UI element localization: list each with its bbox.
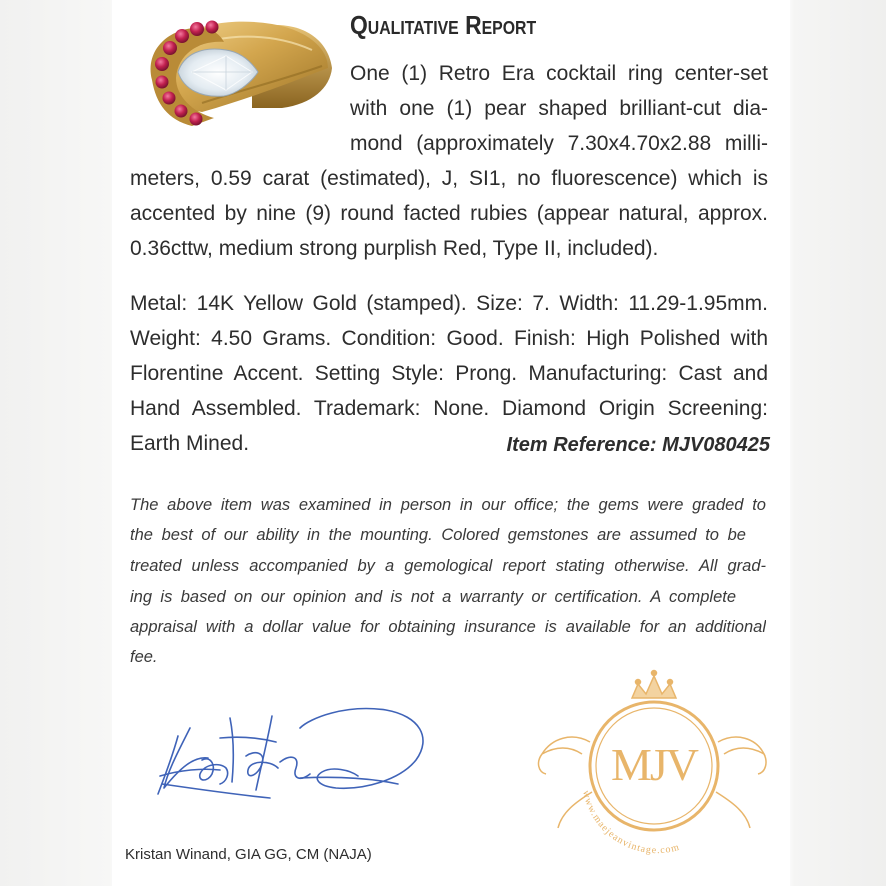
- description-line: 0.36cttw, medium strong purplish Red, Type II, included).: [130, 237, 659, 260]
- mjv-logo-seal: [532, 662, 768, 862]
- description-line: mond (approximately 7.30x4.70x2.88 milli-: [350, 132, 768, 155]
- description-line: accented by nine (9) round facted rubies (appear natural, approx.: [130, 202, 768, 225]
- details-line: Metal: 14K Yellow Gold (stamped). Size: 7. Width: 11.29-1.95mm.: [130, 292, 768, 315]
- svg-text:MJV: MJV: [610, 739, 698, 790]
- disclaimer-line: the best of our ability in the mounting. Colored gemstones are assumed to be: [130, 526, 746, 544]
- details-line: Hand Assembled. Trademark: None. Diamond Origin Screening:: [130, 397, 768, 420]
- disclaimer-line: appraisal with a dollar value for obtaining insurance is available for an additional: [130, 618, 766, 636]
- ring-photo: [132, 8, 338, 134]
- details-line: Florentine Accent. Setting Style: Prong. Manufacturing: Cast and: [130, 362, 768, 385]
- description-line: meters, 0.59 carat (estimated), J, SI1, no fluorescence) which is: [130, 167, 768, 190]
- signer-credentials: Kristan Winand, GIA GG, CM (NAJA): [125, 846, 372, 863]
- report-title: Qualitative Report: [350, 10, 537, 40]
- details-line: Earth Mined.: [130, 432, 250, 455]
- item-reference: Item Reference: MJV080425: [506, 434, 770, 456]
- disclaimer-line: treated unless accompanied by a gemological report stating otherwise. All grad-: [130, 557, 766, 575]
- details-line: Weight: 4.50 Grams. Condition: Good. Finish: High Polished with: [130, 327, 768, 350]
- description-line: One (1) Retro Era cocktail ring center-set: [350, 62, 768, 85]
- disclaimer-line: ing is based on our opinion and is not a warranty or certification. A complete: [130, 588, 736, 606]
- signature: [150, 698, 450, 818]
- logo-website-text: www.maejeanvintage.com: [580, 789, 682, 857]
- description-line: with one (1) pear shaped brilliant-cut dia-: [350, 97, 768, 120]
- disclaimer-line: fee.: [130, 648, 158, 666]
- disclaimer-line: The above item was examined in person in our office; the gems were graded to: [130, 496, 766, 514]
